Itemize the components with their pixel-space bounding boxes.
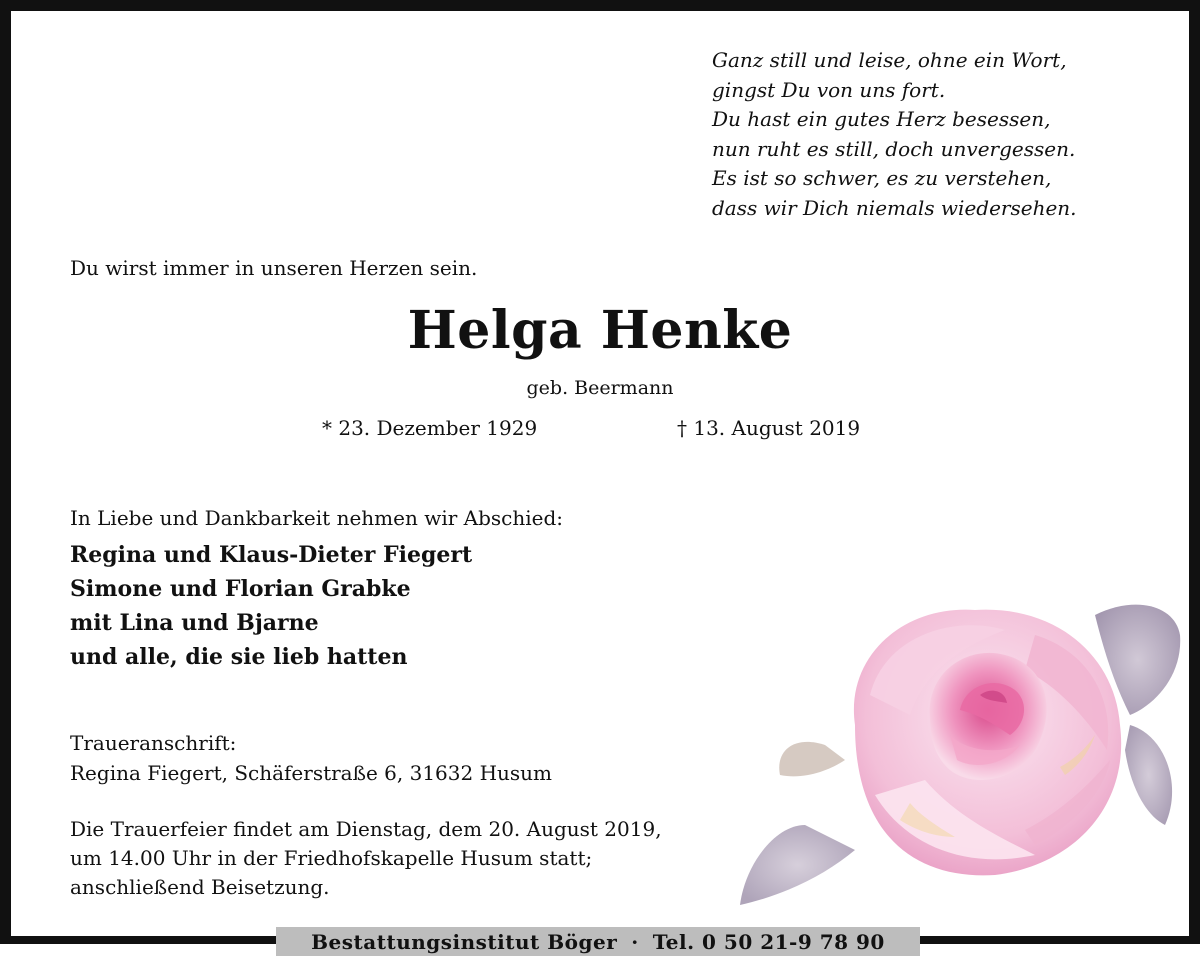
rose-illustration xyxy=(735,575,1185,910)
footer-separator: · xyxy=(631,929,639,954)
leaf-shape xyxy=(779,742,845,776)
address-line: Regina Fiegert, Schäferstraße 6, 31632 Husum xyxy=(70,761,553,785)
poem xyxy=(712,46,1077,223)
mourning-address xyxy=(70,728,552,788)
birth-date: * 23. Dezember 1929 xyxy=(322,416,538,440)
leaf-shape xyxy=(740,825,855,905)
funeral-home-footer xyxy=(276,927,920,956)
mourners-list xyxy=(70,538,472,674)
funeral-service-info xyxy=(70,815,662,902)
funeral-home-phone: Tel. 0 50 21-9 78 90 xyxy=(652,929,885,954)
poem-line: Es ist so schwer, es zu verstehen, xyxy=(712,166,1052,190)
death-date: † 13. August 2019 xyxy=(677,416,861,440)
poem-line: gingst Du von uns fort. xyxy=(712,77,946,102)
address-label: Traueranschrift: xyxy=(70,731,237,755)
service-line: anschließend Beisetzung. xyxy=(70,875,330,899)
service-line: Die Trauerfeier findet am Dienstag, dem 20. August 2019, xyxy=(70,817,662,841)
poem-line: dass wir Dich niemals wiedersehen. xyxy=(712,195,1077,220)
poem-line: Du hast ein gutes Herz besessen, xyxy=(712,107,1051,131)
mourner-line: mit Lina und Bjarne xyxy=(70,610,319,636)
mourner-line: Regina und Klaus-Dieter Fiegert xyxy=(70,542,473,568)
poem-line: Ganz still und leise, ohne ein Wort, xyxy=(712,48,1067,72)
deceased-name: Helga Henke xyxy=(407,300,793,361)
leaf-shape xyxy=(1125,725,1172,825)
intro-line: Du wirst immer in unseren Herzen sein. xyxy=(70,256,478,280)
service-line: um 14.00 Uhr in der Friedhofskapelle Husum statt; xyxy=(70,846,593,870)
mourner-line: und alle, die sie lieb hatten xyxy=(70,644,408,670)
mourner-line: Simone und Florian Grabke xyxy=(70,576,411,602)
birth-name: geb. Beermann xyxy=(526,377,674,399)
funeral-home-name: Bestattungsinstitut Böger xyxy=(311,929,618,954)
farewell-line: In Liebe und Dankbarkeit nehmen wir Abschied: xyxy=(70,506,563,530)
poem-line: nun ruht es still, doch unvergessen. xyxy=(712,136,1076,161)
